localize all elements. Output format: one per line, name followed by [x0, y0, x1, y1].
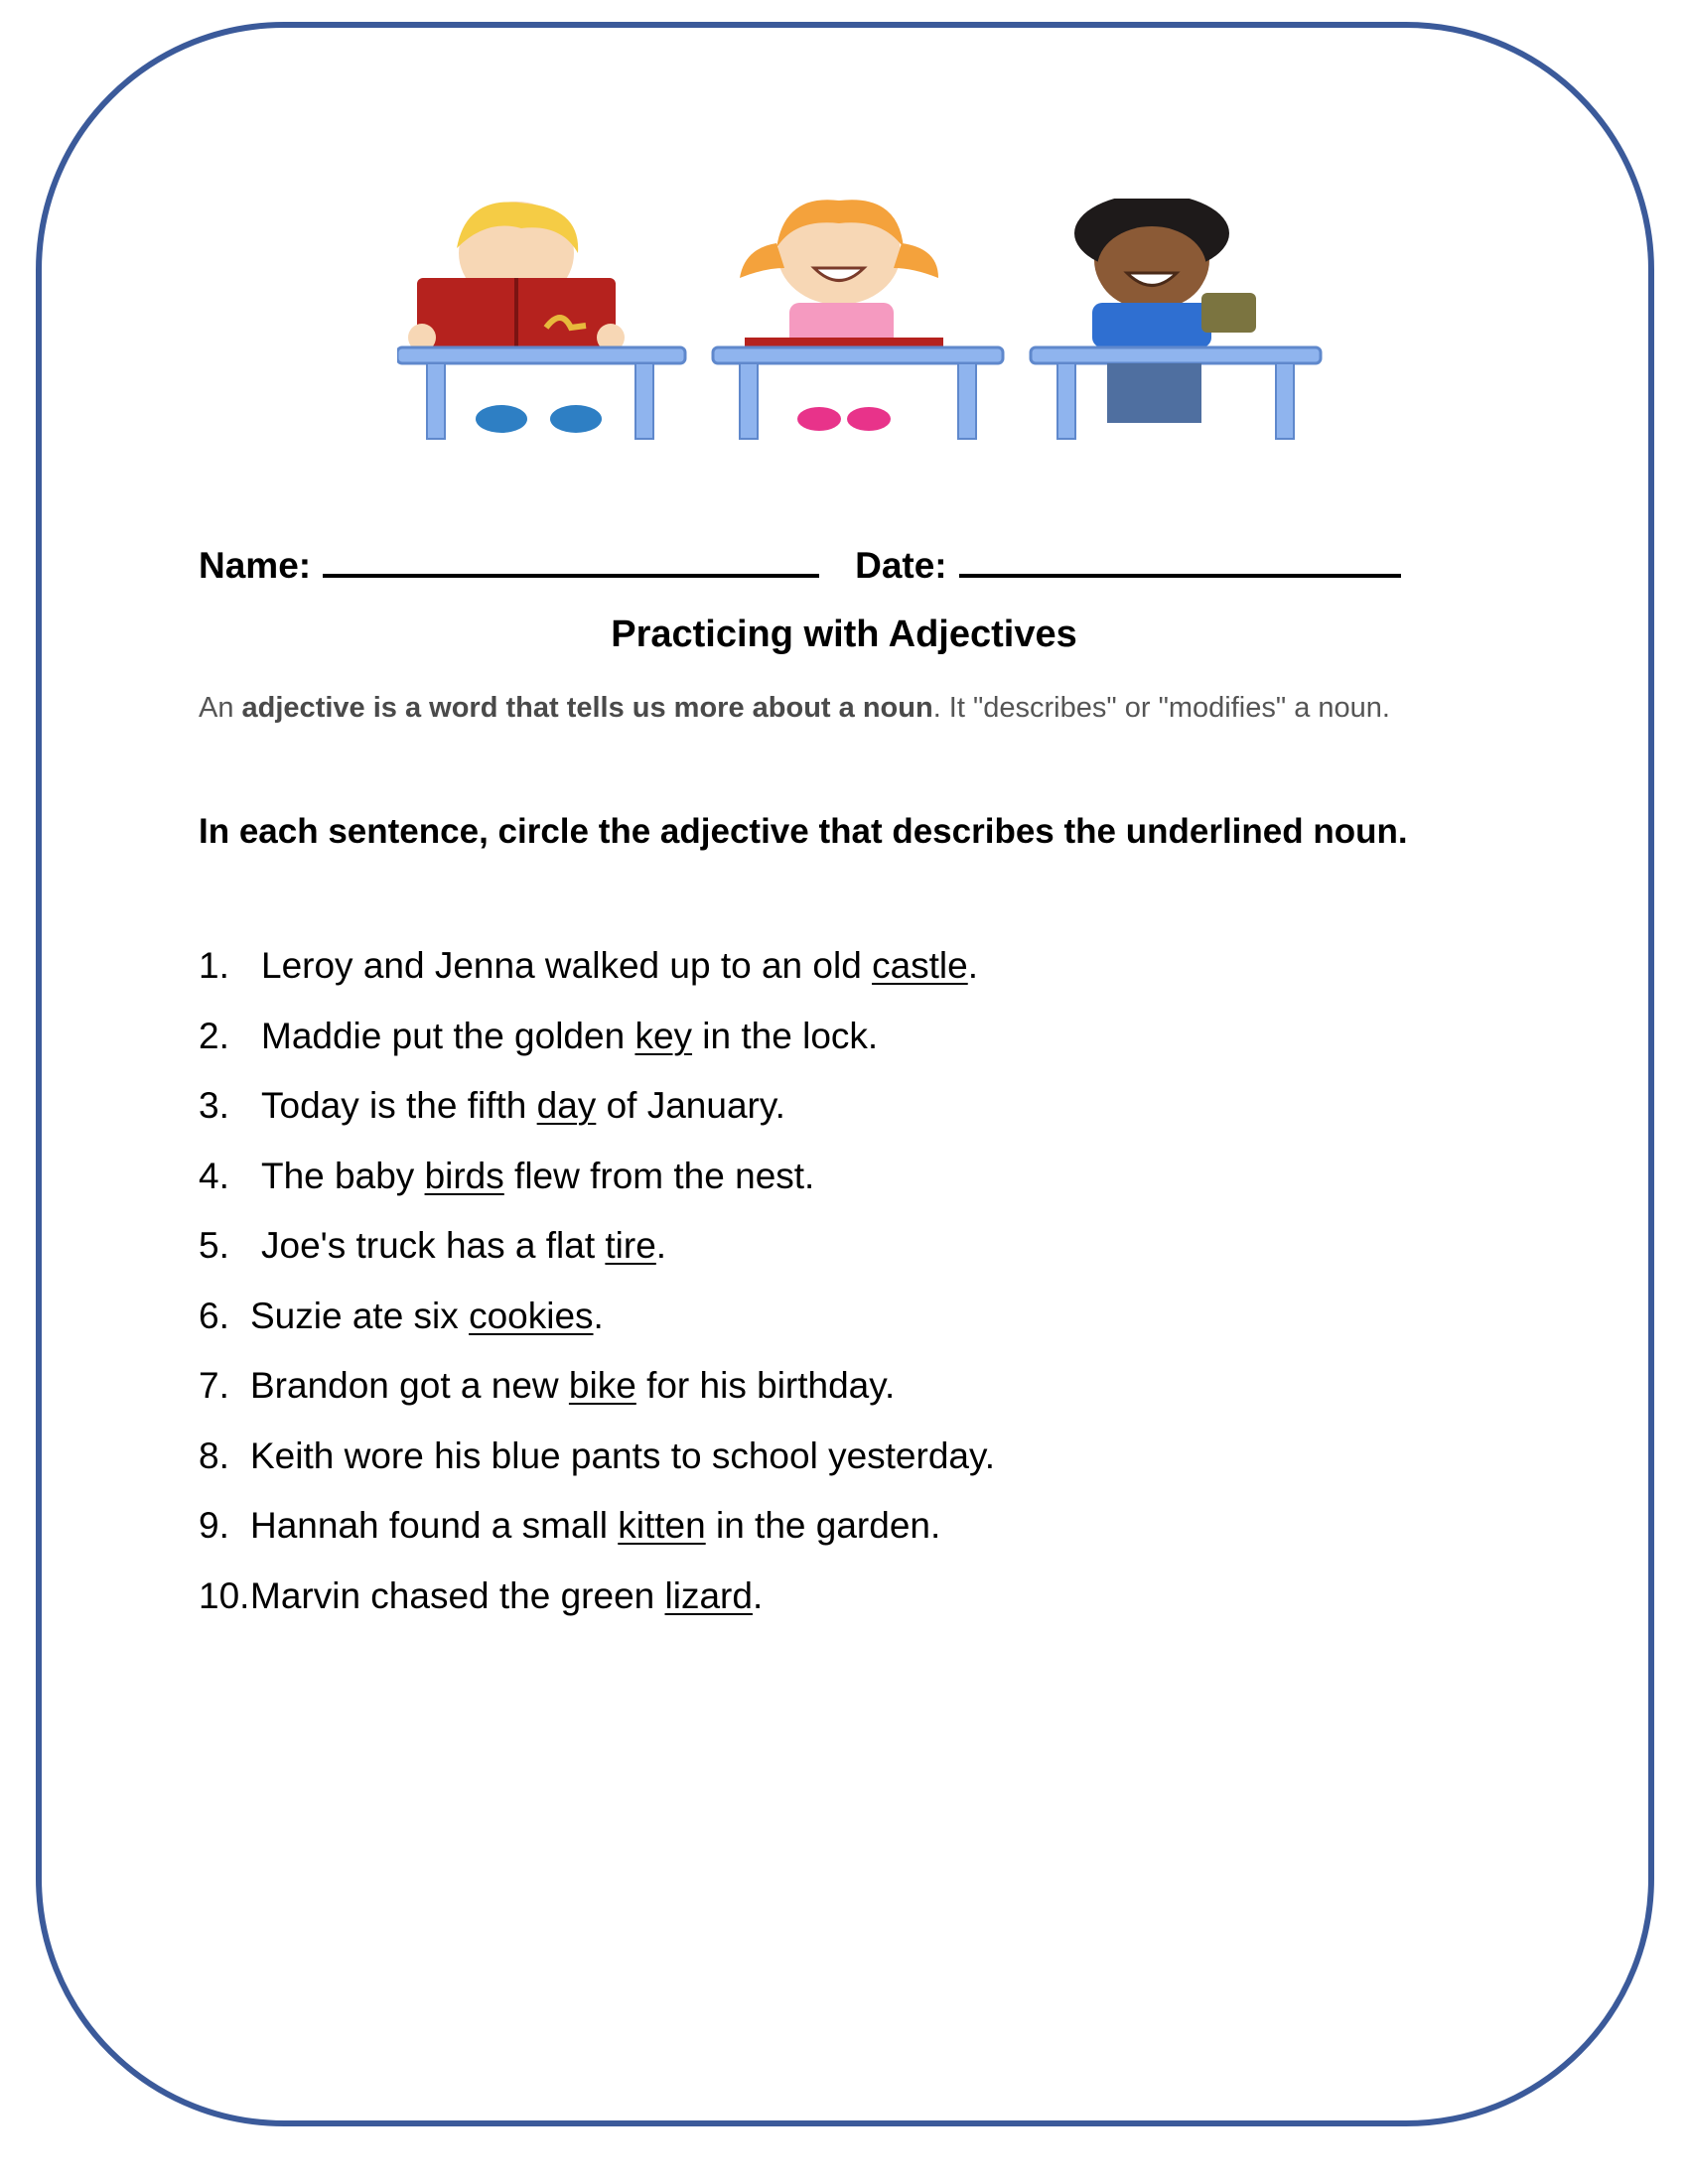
underlined-noun: key	[634, 1015, 693, 1056]
name-date-fields	[199, 536, 1401, 587]
name-label: Name:	[199, 545, 312, 586]
question-text-end: of January.	[596, 1085, 785, 1126]
question-number: 10.	[199, 1574, 250, 1616]
boy-reading-book	[397, 202, 685, 439]
question-text-end: .	[593, 1295, 604, 1336]
question-item	[199, 1361, 995, 1432]
question-text: Suzie ate six	[250, 1295, 470, 1336]
question-text: Marvin chased the green	[250, 1574, 665, 1616]
question-number: 6.	[199, 1295, 229, 1336]
question-number: 1.	[199, 945, 229, 986]
children-at-desks-illustration	[397, 199, 1331, 447]
underlined-noun: day	[536, 1085, 597, 1126]
question-item	[199, 1292, 995, 1362]
question-text-end: flew from the nest.	[503, 1155, 815, 1196]
definition-prefix: An	[199, 692, 242, 724]
question-text-end: .	[752, 1574, 764, 1616]
question-item	[199, 1221, 995, 1292]
definition-suffix: . It "describes" or "modifies" a noun.	[932, 692, 1390, 724]
question-text: Hannah found a small	[250, 1505, 619, 1546]
question-number: 2.	[199, 1015, 229, 1056]
question-item	[199, 1081, 995, 1152]
instructions: In each sentence, circle the adjective that describes the underlined noun.	[199, 812, 1408, 851]
name-field[interactable]	[323, 536, 819, 578]
question-list	[199, 941, 995, 1641]
question-number: 9.	[199, 1505, 229, 1546]
date-label: Date:	[855, 545, 947, 586]
question-number: 5.	[199, 1225, 229, 1266]
question-text: Leroy and Jenna walked up to an old	[261, 945, 873, 986]
definition-bold: adjective is a word that tells us more about a noun	[241, 692, 933, 724]
underlined-noun: cookies	[469, 1295, 594, 1336]
underlined-noun: tire	[605, 1225, 656, 1266]
question-number: 3.	[199, 1085, 229, 1126]
question-text-end: .	[967, 945, 978, 986]
underlined-noun: castle	[872, 945, 968, 986]
question-item	[199, 1012, 995, 1082]
adjective-definition	[199, 692, 1390, 725]
page-title: Practicing with Adjectives	[611, 614, 1077, 655]
question-number: 7.	[199, 1365, 229, 1406]
question-item	[199, 941, 995, 1012]
question-text: Keith wore his blue pants to school yesterday.	[250, 1434, 996, 1476]
question-item	[199, 1501, 995, 1571]
underlined-noun: kitten	[618, 1505, 706, 1546]
question-number: 4.	[199, 1155, 229, 1196]
question-item	[199, 1152, 995, 1222]
question-text: The baby	[261, 1155, 425, 1196]
question-item	[199, 1432, 995, 1502]
question-text-end: .	[655, 1225, 667, 1266]
question-number: 8.	[199, 1434, 229, 1476]
date-field[interactable]	[959, 536, 1401, 578]
boy-smiling	[1031, 199, 1321, 439]
question-text: Brandon got a new	[250, 1365, 569, 1406]
underlined-noun: bike	[568, 1365, 636, 1406]
underlined-noun: birds	[424, 1155, 504, 1196]
question-text-end: in the garden.	[705, 1505, 941, 1546]
question-item	[199, 1571, 995, 1642]
question-text-end: for his birthday.	[635, 1365, 896, 1406]
question-text: Today is the fifth	[261, 1085, 537, 1126]
question-text: Maddie put the golden	[261, 1015, 635, 1056]
underlined-noun: lizard	[664, 1574, 753, 1616]
girl-writing	[713, 200, 1003, 439]
question-text-end: in the lock.	[692, 1015, 879, 1056]
question-text: Joe's truck has a flat	[261, 1225, 606, 1266]
